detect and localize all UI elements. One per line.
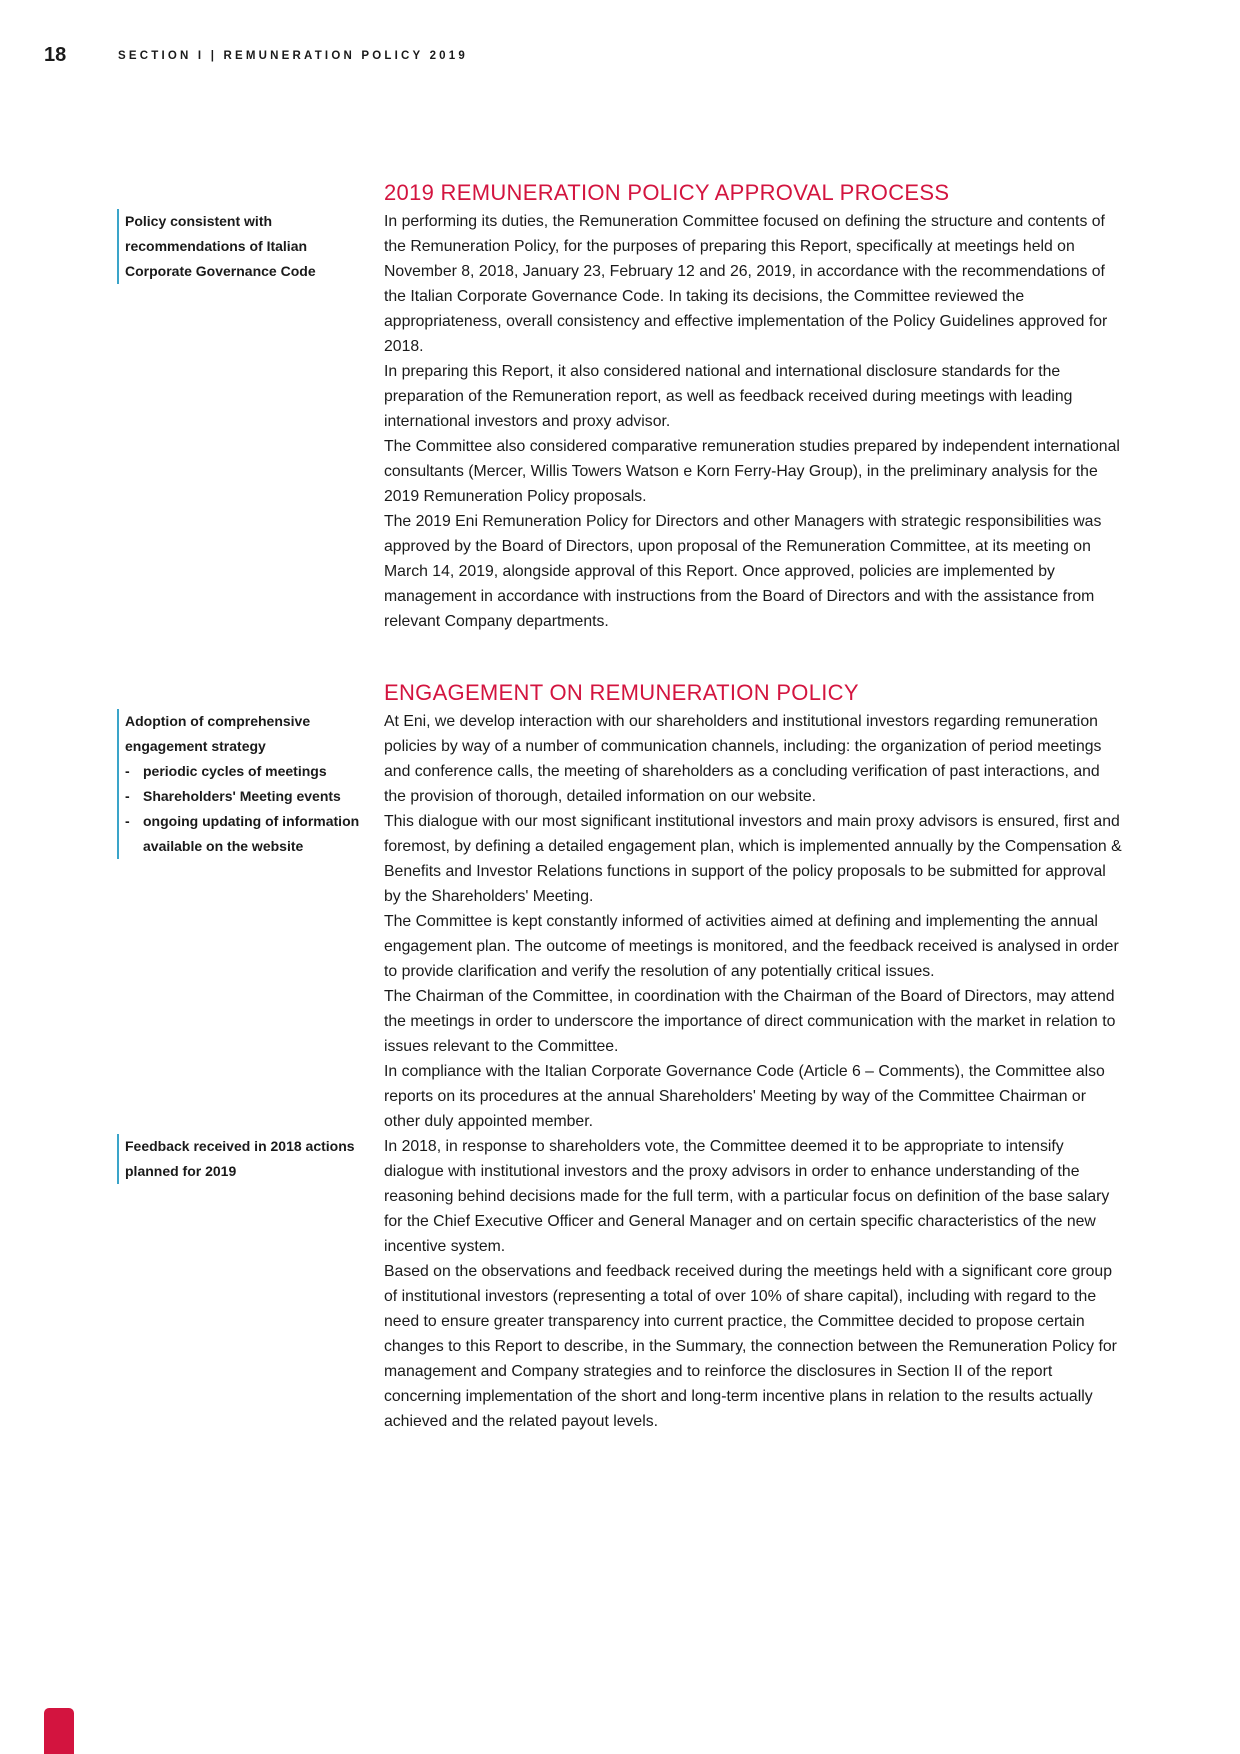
sidenote-policy-consistent xyxy=(117,209,373,284)
sidenote-title: Adoption of comprehensive engagement strategy xyxy=(125,713,311,754)
section-heading-engagement: ENGAGEMENT ON REMUNERATION POLICY xyxy=(384,680,859,705)
sidenote-list-item: - Shareholders' Meeting events xyxy=(125,788,341,804)
sidenote-list-item: - ongoing updating of information available on the website xyxy=(125,813,360,854)
engagement-body xyxy=(384,709,1124,1434)
paragraph: In preparing this Report, it also considered national and international disclosure standards for the preparation of the Remuneration report, as well as feedback received during meetings with leading international investors and proxy advisor. xyxy=(384,363,1073,430)
paragraph: At Eni, we develop interaction with our shareholders and institutional investors regarding remuneration policies by way of a number of communication channels, including: the organization of period meetings and conference calls, the meeting of shareholders as a concluding verification of past interactions, and the provision of thorough, detailed information on our website. xyxy=(384,713,1102,805)
approval-process-body xyxy=(384,209,1124,634)
section-heading-approval-process: 2019 REMUNERATION POLICY APPROVAL PROCESS xyxy=(384,180,950,205)
paragraph: This dialogue with our most significant institutional investors and main proxy advisors is ensured, first and foremost, by defining a detailed engagement plan, which is implemented annually by the Compensation & Benefits and Investor Relations functions in support of the policy proposals to be submitted for approval by the Shareholders' Meeting. xyxy=(384,813,1122,905)
sidenote-feedback-2018 xyxy=(117,1134,373,1184)
sidenote-text: Policy consistent with recommendations of Italian Corporate Governance Code xyxy=(125,213,316,279)
paragraph: The Committee is kept constantly informed of activities aimed at defining and implementing the annual engagement plan. The outcome of meetings is monitored, and the feedback received is analysed in order to provide clarification and verify the resolution of any potentially critical issues. xyxy=(384,913,1119,980)
sidenote-engagement-strategy xyxy=(117,709,373,859)
paragraph: The 2019 Eni Remuneration Policy for Directors and other Managers with strategic responsibilities was approved by the Board of Directors, upon proposal of the Remuneration Committee, at its meeting on March 14, 2019, alongside approval of this Report. Once approved, policies are implemented by management in accordance with instructions from the Board of Directors and with the assistance from relevant Company departments. xyxy=(384,513,1102,630)
paragraph: In compliance with the Italian Corporate Governance Code (Article 6 – Comments), the Committee also reports on its procedures at the annual Shareholders' Meeting by way of the Committee Chairman or other duly appointed member. xyxy=(384,1063,1105,1130)
paragraph: The Chairman of the Committee, in coordination with the Chairman of the Board of Directors, may attend the meetings in order to underscore the importance of direct communication with the market in relation to issues relevant to the Committee. xyxy=(384,988,1116,1055)
paragraph: In 2018, in response to shareholders vote, the Committee deemed it to be appropriate to intensify dialogue with institutional investors and the proxy advisors in order to enhance understanding of the reasoning behind decisions made for the full term, with a particular focus on definition of the base salary for the Chief Executive Officer and General Manager and on certain specific characteristics of the new incentive system. xyxy=(384,1138,1110,1255)
sidenote-list-item: - periodic cycles of meetings xyxy=(125,763,327,779)
sidenote-list xyxy=(125,759,373,859)
paragraph: The Committee also considered comparative remuneration studies prepared by independent international consultants (Mercer, Willis Towers Watson e Korn Ferry-Hay Group), in the preliminary analysis for the 2019 Remuneration Policy proposals. xyxy=(384,438,1120,505)
running-header: SECTION I | REMUNERATION POLICY 2019 xyxy=(118,50,468,62)
page-number: 18 xyxy=(44,44,67,66)
sidenote-text: Feedback received in 2018 actions planned for 2019 xyxy=(125,1138,355,1179)
footer-accent-tab xyxy=(44,1708,74,1754)
paragraph: Based on the observations and feedback received during the meetings held with a significant core group of institutional investors (representing a total of over 10% of share capital), including with regard to the need to ensure greater transparency into current practice, the Committee decided to propose certain changes to this Report to describe, in the Summary, the connection between the Remuneration Policy for management and Company strategies and to reinforce the disclosures in Section II of the report concerning implementation of the short and long-term incentive plans in relation to the results actually achieved and the related payout levels. xyxy=(384,1263,1117,1430)
paragraph: In performing its duties, the Remuneration Committee focused on defining the structure and contents of the Remuneration Policy, for the purposes of preparing this Report, specifically at meetings held on November 8, 2018, January 23, February 12 and 26, 2019, in accordance with the recommendations of the Italian Corporate Governance Code. In taking its decisions, the Committee reviewed the appropriateness, overall consistency and effective implementation of the Policy Guidelines approved for 2018. xyxy=(384,213,1108,355)
